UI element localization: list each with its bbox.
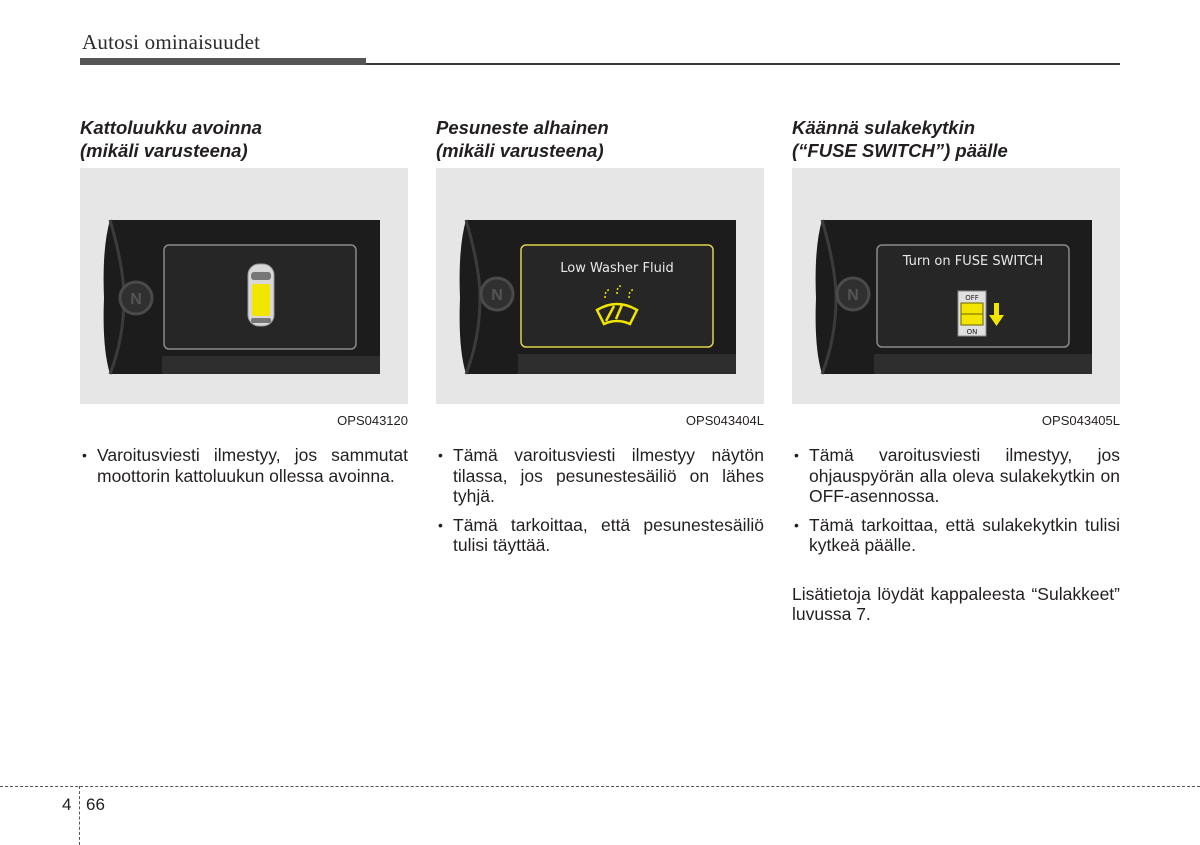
svg-text:N: N <box>130 291 142 308</box>
bullet-list <box>80 445 408 486</box>
page-header-title: Autosi ominaisuudet <box>82 30 261 54</box>
cluster-display-washer <box>436 168 764 404</box>
list-item: • Tämä varoitusviesti ilmestyy näytön tilassa, jos pesunestesäiliö on lähes tyhjä. <box>436 445 764 507</box>
section-heading: Pesuneste alhainen (mikäli varusteena) <box>436 117 609 161</box>
header-rule-thick <box>80 58 366 65</box>
svg-text:N: N <box>847 287 859 304</box>
cluster-display-sunroof <box>80 168 408 404</box>
section-heading: Kattoluukku avoinna (mikäli varusteena) <box>80 117 262 161</box>
fuse-switch-warning-figure <box>792 168 1120 404</box>
cluster-display-fuse <box>792 168 1120 404</box>
bullet-list <box>792 445 1120 556</box>
svg-text:ON: ON <box>966 328 978 336</box>
page-number: 66 <box>86 795 105 814</box>
section-heading: Käännä sulakekytkin (“FUSE SWITCH”) päälle <box>792 117 1008 161</box>
reference-note: Lisätietoja löydät kappaleesta “Sulakkeet” luvussa 7. <box>792 583 1120 624</box>
header-rule-thin <box>366 63 1120 65</box>
figure-code: OPS043120 <box>337 413 408 428</box>
chapter-number: 4 <box>62 795 72 814</box>
svg-text:N: N <box>491 287 503 304</box>
figure-code: OPS043404L <box>685 413 764 428</box>
sunroof-warning-figure <box>80 168 408 404</box>
list-item: • Tämä tarkoittaa, että pesunestesäiliö tulisi täyttää. <box>436 515 764 556</box>
list-item: • Varoitusviesti ilmestyy, jos sammutat moottorin kattoluukun ollessa avoinna. <box>80 445 408 486</box>
svg-text:OFF: OFF <box>965 294 979 302</box>
footer-vertical-divider <box>79 786 80 845</box>
section-low-washer-fluid <box>436 116 764 564</box>
section-fuse-switch <box>792 116 1120 625</box>
bullet-list <box>436 445 764 556</box>
fuse-switch-icon <box>958 291 986 336</box>
figure-code: OPS043405L <box>1041 413 1120 428</box>
footer-divider <box>0 786 1200 787</box>
washer-fluid-warning-figure <box>436 168 764 404</box>
display-message: Turn on FUSE SWITCH <box>902 254 1044 269</box>
display-message: Low Washer Fluid <box>560 261 674 276</box>
list-item: • Tämä varoitusviesti ilmestyy, jos ohjauspyörän alla oleva sulakekytkin on OFF-asennossa. <box>792 445 1120 507</box>
car-top-view-icon <box>248 264 274 326</box>
list-item: • Tämä tarkoittaa, että sulakekytkin tulisi kytkeä päälle. <box>792 515 1120 556</box>
section-sunroof-open <box>80 116 408 494</box>
